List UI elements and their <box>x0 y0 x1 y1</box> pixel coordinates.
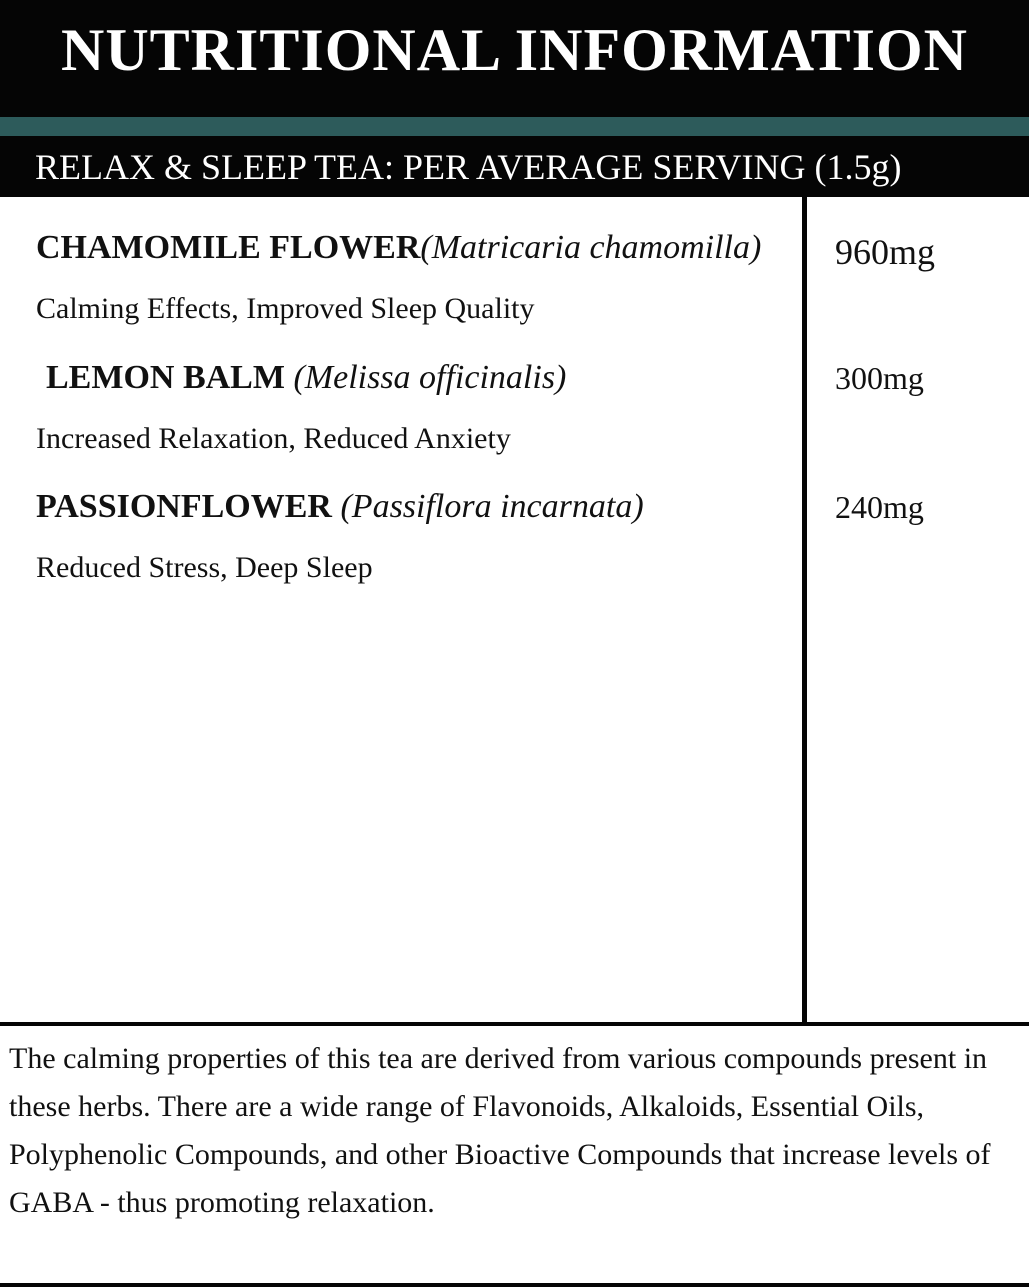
ingredient-benefits: Reduced Stress, Deep Sleep <box>36 551 373 584</box>
page-title: NUTRITIONAL INFORMATION <box>61 17 968 83</box>
column-divider <box>802 197 807 1024</box>
ingredient-latin-name: (Melissa officinalis) <box>293 359 567 396</box>
serving-heading: RELAX & SLEEP TEA: PER AVERAGE SERVING (1.5g) <box>35 147 902 187</box>
ingredient-amount: 300mg <box>835 360 924 396</box>
footnote-text: The calming properties of this tea are derived from various compounds present in these herbs. There are a wide range of Flavonoids, Alkaloids, Essential Oils, Polyphenolic Compounds, and other Bioactive Compounds that increase levels of GABA - thus promoting relaxation. <box>9 1042 991 1219</box>
ingredient-common-name: CHAMOMILE FLOWER <box>36 229 421 266</box>
accent-stripe <box>0 117 1029 136</box>
ingredient-benefits: Increased Relaxation, Reduced Anxiety <box>36 422 511 455</box>
ingredient-name <box>36 485 644 529</box>
ingredient-latin-name: (Matricaria chamomilla) <box>420 229 762 266</box>
section-divider <box>0 1022 1029 1026</box>
ingredient-name <box>36 226 761 270</box>
bottom-rule <box>0 1283 1029 1287</box>
serving-bar <box>0 136 1029 197</box>
ingredient-common-name: PASSIONFLOWER <box>36 488 332 525</box>
ingredient-latin-name: (Passiflora incarnata) <box>340 488 644 525</box>
title-bar <box>0 0 1029 117</box>
ingredient-name <box>46 356 566 400</box>
ingredient-amount: 240mg <box>835 489 924 525</box>
ingredient-common-name: LEMON BALM <box>46 359 285 396</box>
ingredient-amount: 960mg <box>835 232 936 272</box>
ingredient-benefits: Calming Effects, Improved Sleep Quality <box>36 292 535 325</box>
